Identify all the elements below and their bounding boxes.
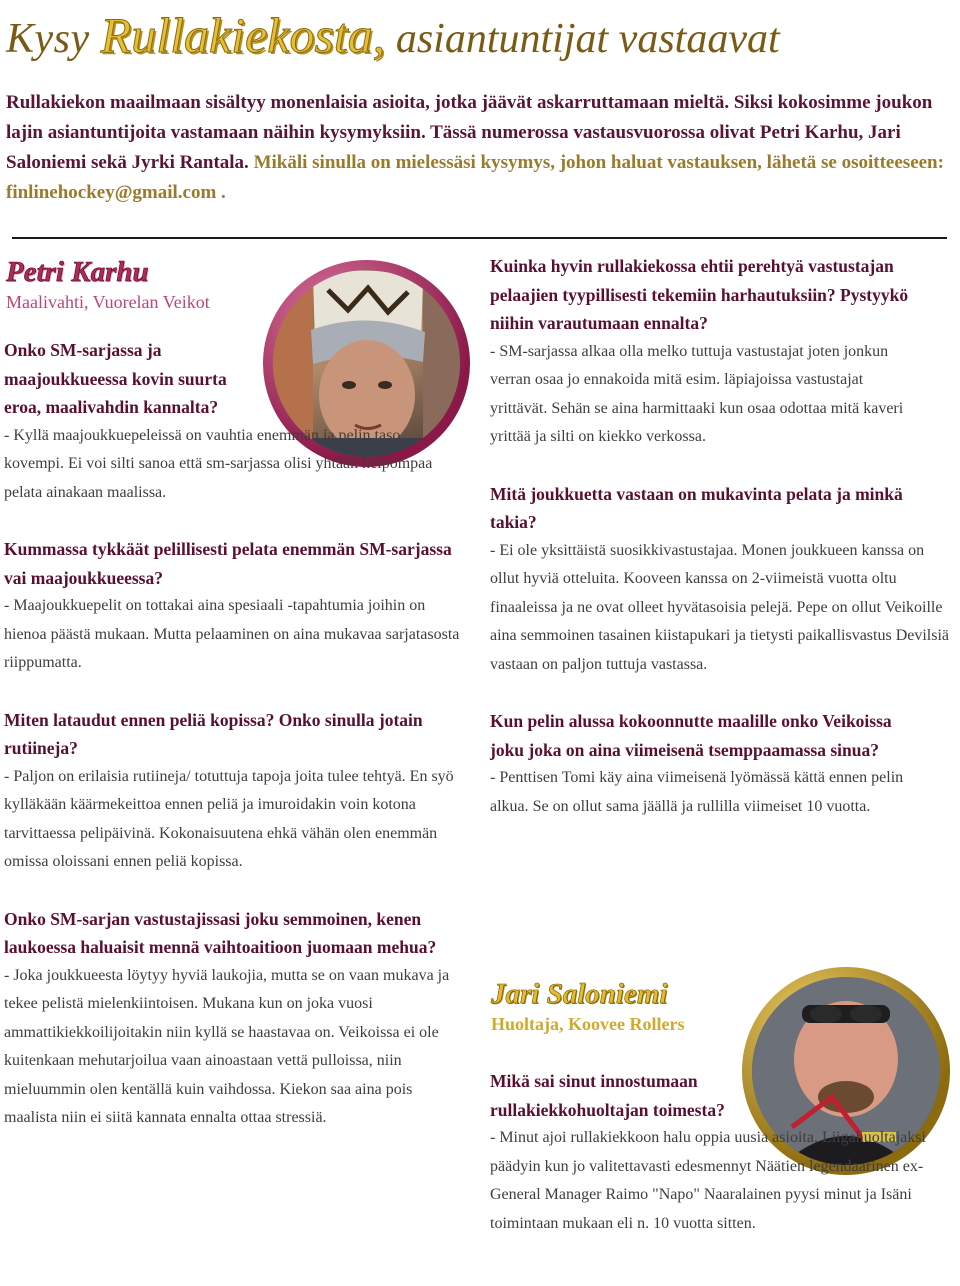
title-part-2: Rullakiekosta, [100, 7, 386, 63]
petri-role: Maalivahti, Vuorelan Veikot [6, 292, 210, 312]
jari-answer-1: - Minut ajoi rullakiekkoon halu oppia uusia asioita. Liigahuoltajaksi päädyin kun jo valitettavasti edesmennyt Näätien legendaarinen ex-General Manager Raimo "Napo" Naaralainen pyysi minut ja Isäni toimintaan mukaan eli n. 10 vuotta sitten. [490, 1129, 926, 1232]
question-1: Onko SM-sarjassa ja maajoukkueessa kovin suurta eroa, maalivahdin kannalta? [4, 340, 227, 417]
question-3: Miten lataudut ennen peliä kopissa? Onko sinulla jotain rutiineja? [4, 709, 423, 758]
answer-2: - Maajoukkuepelit on tottakai aina spesiaali -tapahtumia joihin on hienoa päästä mukaan. Mutta pelaaminen on aina mukavaa sarjatasosta riippumatta. [4, 597, 460, 671]
jari-role: Huoltaja, Koovee Rollers [491, 1014, 685, 1034]
title-part-1: Kysy [6, 16, 101, 62]
question-5: Kuinka hyvin rullakiekossa ehtii perehtyä vastustajan pelaajien tyypillisesti tekemiin harhautuksiin? Pystyykö niihin varautumaan ennalta? [490, 256, 909, 333]
petri-name: Petri Karhu [6, 256, 149, 288]
answer-4: - Joka joukkueesta löytyy hyviä laukojia, mutta se on vaan mukava ja tekee pelistä mielenkiintoisen. Mukana kun on joka vuosi ammattikiekkoilijoitakin niin kyllä se haastavaa on. Veikoissa ei ole kuitenkaan mehutarjoilua vaan ainoastaan vettä pulloissa, niin mieluummin olen kentällä kuin vaihdossa. Kiekon saa aina pois maalista niin ei siitä kannata ennalta ottaa stressiä. [4, 966, 450, 1126]
jari-question-1: Mikä sai sinut innostumaan rullakiekkohuoltajan toimesta? [490, 1071, 725, 1120]
question-4: Onko SM-sarjan vastustajissasi joku semmoinen, kenen laukoessa haluaisit mennä vaihtoaitioon juomaan mehua? [4, 908, 437, 957]
intro-text: Rullakiekon maailmaan sisältyy monenlaisia asioita, jotka jäävät askarruttamaan mieltä. Siksi kokosimme joukon lajin asiantuntijoita vastamaan näihin kysymyksiin. Tässä numerossa vastausvuorossa olivat Petri Karhu, Jari Saloniemi sekä Jyrki Rantala. [6, 92, 933, 173]
left-column [4, 336, 464, 1133]
intro-call-to-action: Mikäli sinulla on mielessäsi kysymys, johon haluat vastauksen, lähetä se osoitteeseen: finlinehockey@gmail.com . [6, 152, 944, 203]
title-part-3: asiantuntijat vastaavat [385, 16, 780, 62]
answer-7: - Penttisen Tomi käy aina viimeisenä lyömässä kättä ennen pelin alkua. Se on ollut sama jäällä ja rullilla viimeiset 10 vuotta. [490, 769, 904, 815]
section-divider [12, 237, 947, 239]
answer-1: - Kyllä maajoukkuepeleissä on vauhtia enemmän ja pelin taso kovempi. Ei voi silti sanoa että sm-sarjassa olisi yhtään helpompaa pelata ainakaan maalissa. [4, 426, 433, 501]
question-2: Kummassa tykkäät pelillisesti pelata enemmän SM-sarjassa vai maajoukkueessa? [4, 539, 452, 588]
answer-6: - Ei ole yksittäistä suosikkivastustajaa. Monen joukkueen kanssa on ollut hyviä otteluita. Kooveen kanssa on 2-viimeistä vuotta oltu finaaleissa ja ne ovat olleet hyvätasoisia pelejä. Pepe on ollut Veikoille aina semmoinen tasainen kiistapukari ja tietysti paikallisvastus Devilsiä vastaan on paljon tuttuja vastassa. [490, 541, 950, 673]
question-6: Mitä joukkuetta vastaan on mukavinta pelata ja minkä takia? [490, 483, 903, 532]
article-title [6, 6, 956, 66]
answer-3: - Paljon on erilaisia rutiineja/ totuttuja tapoja joita tulee tehtyä. En syö kylläkään käärmekeittoa ennen peliä ja imuroidakin voin kotona tarvittaessa pelipäivinä. Kokonaisuutena ehkä vähän olen enemmän omissa oloissani ennen peliä kopissa. [4, 767, 454, 870]
intro-paragraph [6, 88, 954, 208]
jari-name: Jari Saloniemi [491, 978, 668, 1010]
jari-section [490, 1067, 950, 1238]
answer-5: - SM-sarjassa alkaa olla melko tuttuja vastustajat joten jonkun verran osaa jo ennakoida mitä esim. läpiajoissa vastustajat yrittävät. Sehän se aina harmittaaki kun osaa odottaa mitä kaveri yrittää ja silti on kiekko verkossa. [490, 342, 904, 445]
question-7: Kun pelin alussa kokoonnutte maalille onko Veikoissa joku joka on aina viimeisenä tsemppaamassa sinua? [490, 711, 892, 760]
right-column [490, 252, 950, 821]
